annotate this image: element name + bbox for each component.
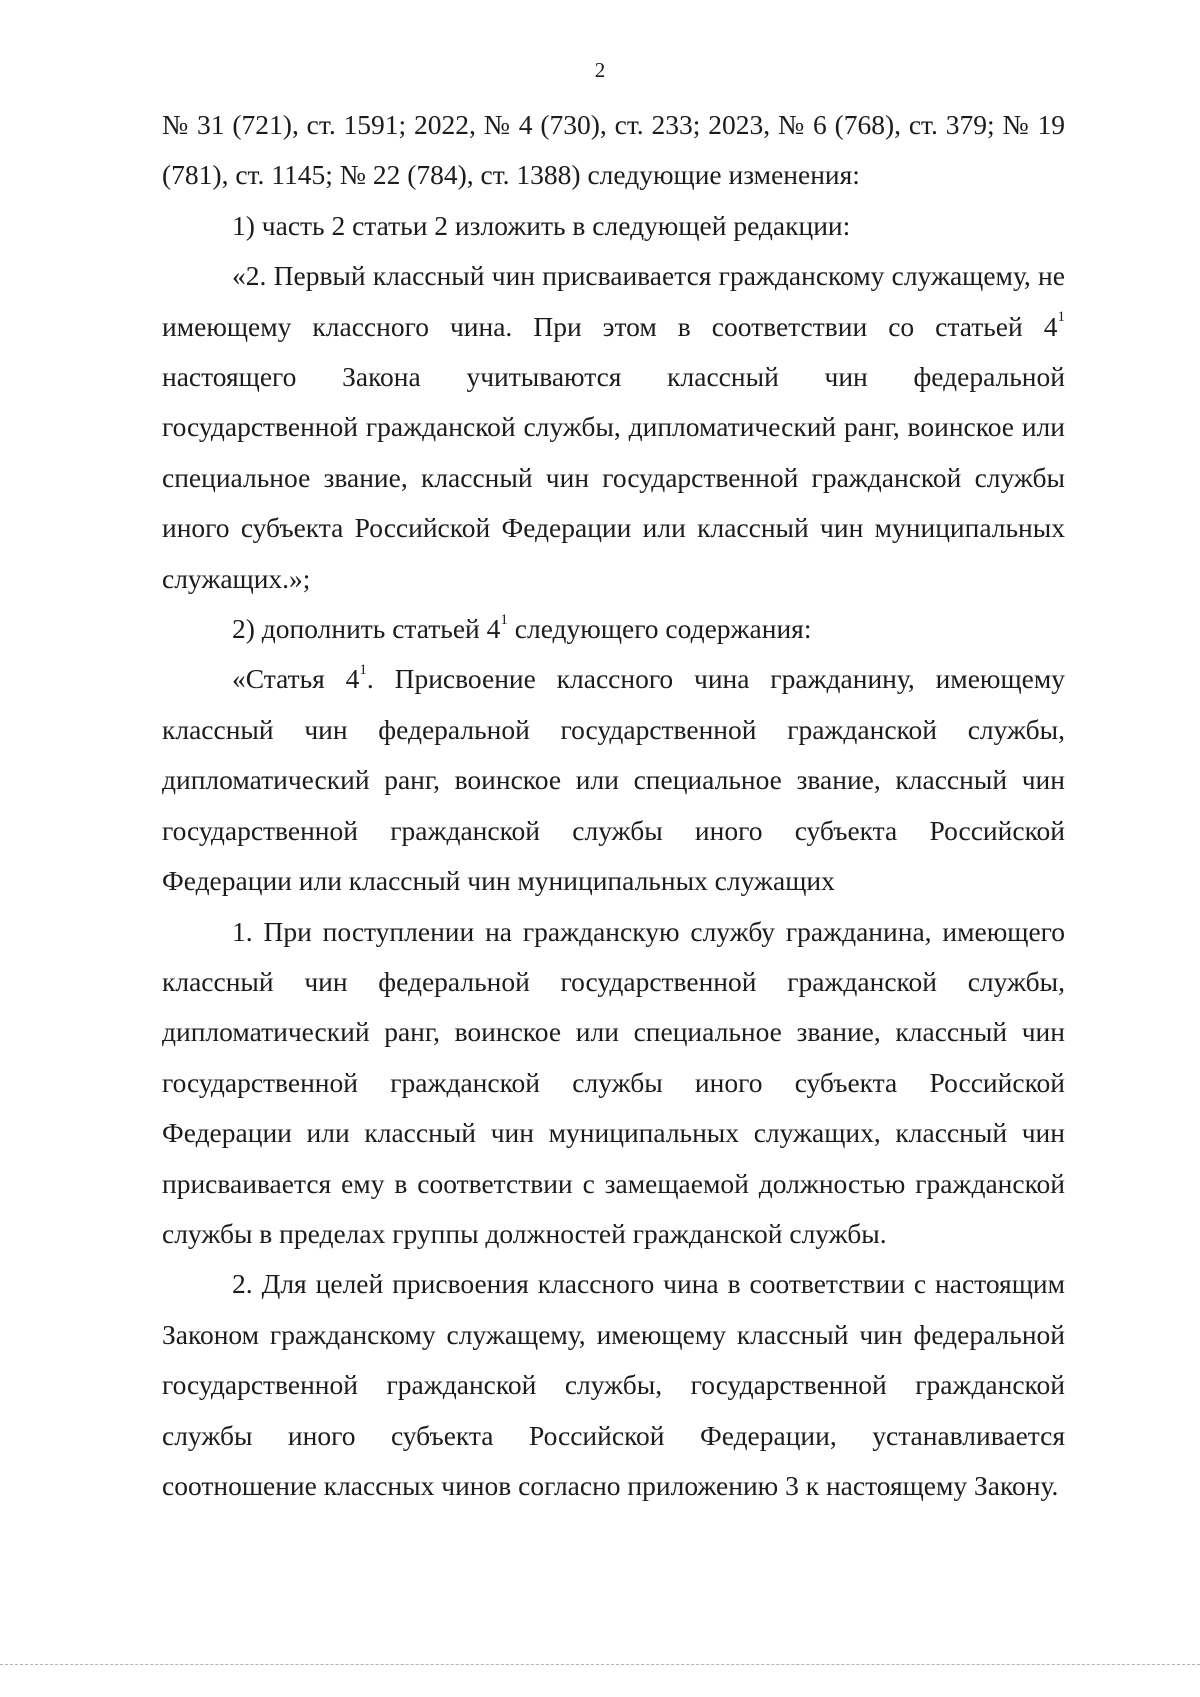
paragraph-amendment-sources: № 31 (721), ст. 1591; 2022, № 4 (730), ст. 233; 2023, № 6 (768), ст. 379; № 19 (781), ст. 1145; № 22 (784), ст. 1388) следующие изменения: xyxy=(162,109,1065,191)
article-heading xyxy=(162,654,1065,906)
document-body xyxy=(162,100,1065,1511)
page-bottom-divider xyxy=(0,1664,1200,1665)
paragraph-item-2-start: 2) дополнить статьей 4 xyxy=(232,613,501,645)
paragraph-item-1: 1) часть 2 статьи 2 изложить в следующей редакции: xyxy=(232,209,851,241)
article-heading-end: . Присвоение классного чина гражданину, имеющему классный чин федеральной государственной гражданской службы, дипломатический ранг, воинское или специальное звание, классный чин государственной гражданской службы иного субъекта Российской Федерации или классный чин муниципальных служащих xyxy=(162,663,1065,897)
paragraph-item-2-end: следующего содержания: xyxy=(507,613,812,645)
article-heading-start: «Статья 4 xyxy=(232,663,360,695)
superscript-marker: 1 xyxy=(1057,309,1065,326)
page-number: 2 xyxy=(594,58,606,82)
paragraph-part-2-text xyxy=(162,251,1065,604)
paragraph-part-2-text-end: настоящего Закона учитываются классный чин федеральной государственной гражданской службы, дипломатический ранг, воинское или специальное звание, классный чин государственной гражданской службы иного субъекта Российской Федерации или классный чин муниципальных служащих.»; xyxy=(162,361,1065,594)
superscript-marker: 1 xyxy=(500,611,508,628)
article-part-1: 1. При поступлении на гражданскую службу гражданина, имеющего классный чин федеральной государственной гражданской службы, дипломатический ранг, воинское или специальное звание, классный чин государственной гражданской службы иного субъекта Российской Федерации или классный чин муниципальных служащих, классный чин присваивается ему в соответствии с замещаемой должностью гражданской службы в пределах группы должностей гражданской службы. xyxy=(162,915,1065,1249)
paragraph-part-2-text-start: «2. Первый классный чин присваивается гражданскому служащему, не имеющему классного чина. При этом в соответствии со статьей 4 xyxy=(162,260,1065,342)
superscript-marker: 1 xyxy=(359,662,367,679)
paragraph-item-2 xyxy=(162,604,1065,654)
article-part-2: 2. Для целей присвоения классного чина в соответствии с настоящим Законом гражданскому служащему, имеющему классный чин федеральной государственной гражданской службы, государственной гражданской службы иного субъекта Российской Федерации, устанавливается соотношение классных чинов согласно приложению 3 к настоящему Закону. xyxy=(162,1268,1065,1501)
